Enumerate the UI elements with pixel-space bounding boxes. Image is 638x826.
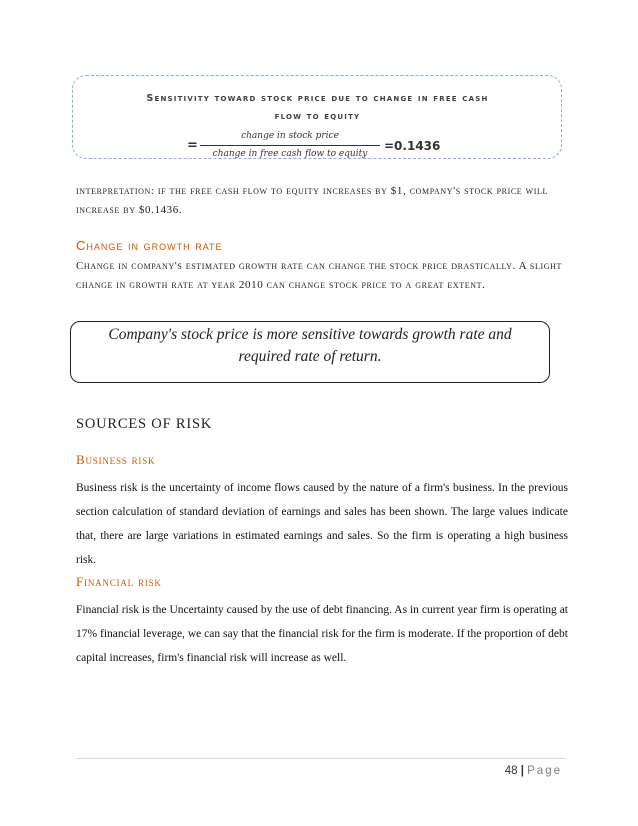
sources-of-risk-heading: SOURCES OF RISK [76, 416, 213, 432]
sensitivity-title-line1: Sensitivity toward stock price due to change in free cash [146, 93, 489, 104]
growth-body: Change in company's estimated growth rate can change the stock price drastically. A slight change in growth rate at year 2010 can change stock price to a great extent. [76, 260, 562, 291]
interpretation-text: interpretation: if the free cash flow to equity increases by $1, company's stock price will increase by $0.1436. [76, 185, 549, 216]
equals-sign: = [187, 138, 198, 153]
sensitivity-title [90, 90, 545, 126]
callout-text: Company's stock price is more sensitive towards growth rate and required rate of return. [108, 326, 512, 365]
fraction-numerator: change in stock price [241, 131, 339, 141]
footer-separator: | [520, 765, 524, 777]
financial-risk-heading: Financial risk [76, 574, 162, 589]
page-number: 48 [504, 765, 518, 777]
growth-heading: Change in growth rate [76, 238, 223, 253]
financial-risk-body: Financial risk is the Uncertainty caused by the use of debt financing. As in current year firm is operating at 17% financial leverage, we can say that the financial risk for the firm is moderate. If the proportion of debt capital increases, firm's financial risk will increase as well. [76, 604, 568, 664]
sensitivity-result: =0.1436 [384, 139, 441, 153]
fraction-bar [200, 145, 380, 146]
footer-divider [76, 758, 566, 759]
page-label: Page [527, 765, 562, 777]
sensitivity-title-line2: flow to equity [274, 111, 361, 122]
business-risk-body: Business risk is the uncertainty of income flows caused by the nature of a firm's business. In the previous section calculation of standard deviation of earnings and sales has been shown. The large values indicate that, there are large variations in estimated earnings and sales. So the firm is operating a high business risk. [76, 482, 568, 566]
business-risk-heading: Business risk [76, 452, 156, 467]
page-footer [505, 765, 562, 777]
fraction-denominator: change in free cash flow to equity [212, 149, 368, 159]
